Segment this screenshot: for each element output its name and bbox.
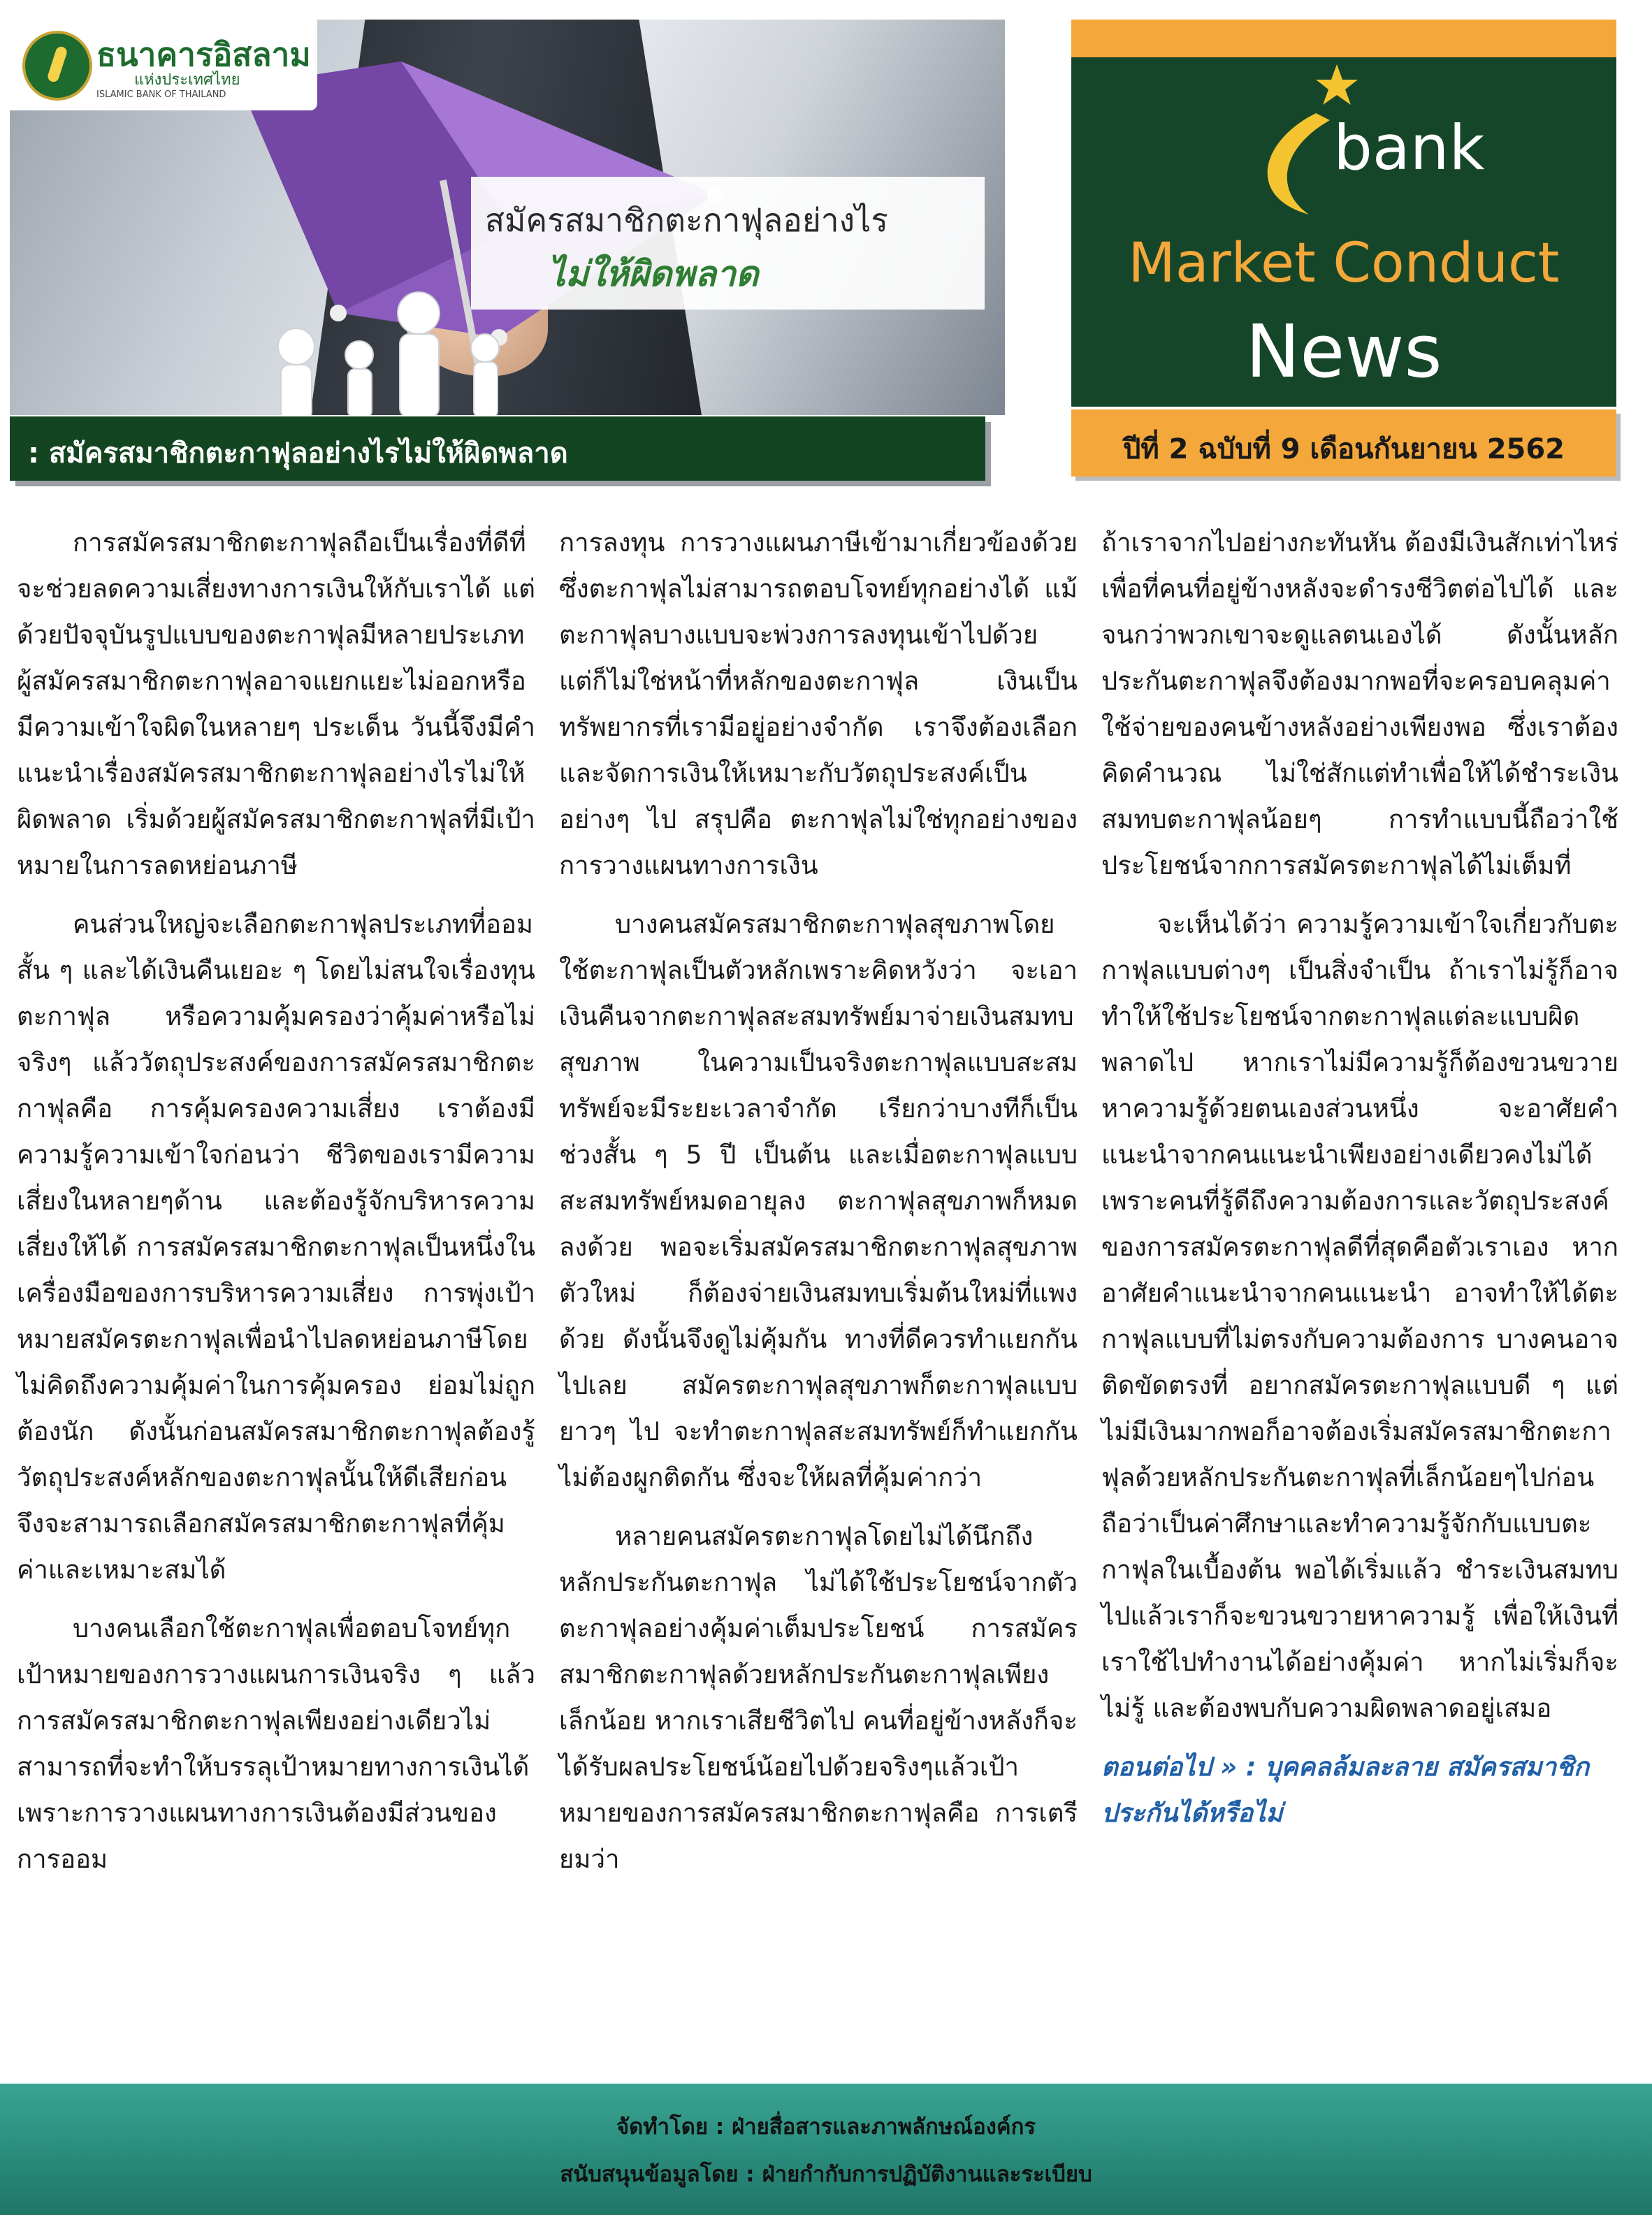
- ibank-wordmark: bank: [1333, 112, 1485, 184]
- hero-title-line1: สมัครสมาชิกตะกาฟุลอย่างไร: [485, 201, 888, 239]
- article-column-1: [17, 520, 535, 1895]
- footer-producer: จัดทำโดย : ฝ่ายสื่อสารและภาพลักษณ์องค์กร: [616, 2114, 1036, 2140]
- paragraph: การลงทุน การวางแผนภาษีเข้ามาเกี่ยวข้องด้วย ซึ่งตะกาฟุลไม่สามารถตอบโจทย์ทุกอย่างได้ แม้ตะกาฟุลบางแบบจะพ่วงการลงทุนเข้าไปด้วย แต่ก็ไม่ใช่หน้าที่หลักของตะกาฟุล เงินเป็นทรัพยากรที่เรามีอยู่อย่างจำกัด เราจึงต้องเลือกและจัดการเงินให้เหมาะกับวัตถุประสงค์เป็นอย่างๆ ไป สรุปคือ ตะกาฟุลไม่ใช่ทุกอย่างของการวางแผนทางการเงิน: [559, 528, 1078, 880]
- paragraph: หลายคนสมัครตะกาฟุลโดยไม่ได้นึกถึงหลักประกันตะกาฟุล ไม่ได้ใช้ประโยชน์จากตัวตะกาฟุลอย่างคุ้มค่าเต็มประโยชน์ การสมัครสมาชิกตะกาฟุลด้วยหลักประกันตะกาฟุลเพียงเล็กน้อย หากเราเสียชีวิตไป คนที่อยู่ข้างหลังก็จะได้รับผลประโยชน์น้อยไปด้วยจริงๆแล้วเป้าหมายของการสมัครสมาชิกตะกาฟุลคือ การเตรียมว่า: [559, 1521, 1078, 1874]
- paragraph: บางคนเลือกใช้ตะกาฟุลเพื่อตอบโจทย์ทุกเป้าหมายของการวางแผนการเงินจริง ๆ แล้วการสมัครสมาชิกตะกาฟุลเพียงอย่างเดียวไม่สามารถที่จะทำให้บรรลุเป้าหมายทางการเงินได้เพราะการวางแผนทางการเงินต้องมีส่วนของการออม: [17, 1613, 535, 1874]
- paragraph: คนส่วนใหญ่จะเลือกตะกาฟุลประเภทที่ออมสั้น ๆ และได้เงินคืนเยอะ ๆ โดยไม่สนใจเรื่องทุนตะกาฟุล หรือความคุ้มครองว่าคุ้มค่าหรือไม่ จริงๆ แล้ววัตถุประสงค์ของการสมัครสมาชิกตะกาฟุลคือ การคุ้มครองความเสี่ยง เราต้องมีความรู้ความเข้าใจก่อนว่า ชีวิตของเรามีความเสี่ยงในหลายๆด้าน และต้องรู้จักบริหารความเสี่ยงให้ได้ การสมัครสมาชิกตะกาฟุลเป็นหนึ่งในเครื่องมือของการบริหารความเสี่ยง การพุ่งเป้าหมายสมัครตะกาฟุลเพื่อนำไปลดหย่อนภาษีโดยไม่คิดถึงความคุ้มค่าในการคุ้มครอง ย่อมไม่ถูกต้องนัก ดังนั้นก่อนสมัครสมาชิกตะกาฟุลต้องรู้วัตถุประสงค์หลักของตะกาฟุลนั้นให้ดีเสียก่อน จึงจะสามารถเลือกสมัครสมาชิกตะกาฟุลที่คุ้มค่าและเหมาะสมได้: [17, 909, 535, 1585]
- bank-emblem-icon: [22, 31, 92, 101]
- footer-supporter: สนับสนุนข้อมูลโดย : ฝ่ายกำกับการปฏิบัติงานและระเบียบ: [560, 2162, 1092, 2187]
- hero-banner: [10, 20, 1005, 415]
- paragraph: การสมัครสมาชิกตะกาฟุลถือเป็นเรื่องที่ดีที่จะช่วยลดความเสี่ยงทางการเงินให้กับเราได้ แต่ด้วยปัจจุบันรูปแบบของตะกาฟุลมีหลายประเภท ผู้สมัครสมาชิกตะกาฟุลอาจแยกแยะไม่ออกหรือมีความเข้าใจผิดในหลายๆ ประเด็น วันนี้จึงมีคำแนะนำเรื่องสมัครสมาชิกตะกาฟุลอย่างไรไม่ให้ผิดพลาด เริ่มด้วยผู้สมัครสมาชิกตะกาฟุลที่มีเป้าหมายในการลดหย่อนภาษี: [17, 528, 535, 880]
- hero-caption-bar: [10, 416, 985, 481]
- paragraph: จะเห็นได้ว่า ความรู้ความเข้าใจเกี่ยวกับตะกาฟุลแบบต่างๆ เป็นสิ่งจำเป็น ถ้าเราไม่รู้ก็อาจทำให้ใช้ประโยชน์จากตะกาฟุลแต่ละแบบผิดพลาดไป หากเราไม่มีความรู้ก็ต้องขวนขวายหาความรู้ด้วยตนเองส่วนหนึ่ง จะอาศัยคำแนะนำจากคนแนะนำเพียงอย่างเดียวคงไม่ได้ เพราะคนที่รู้ดีถึงความต้องการและวัตถุประสงค์ของการสมัครตะกาฟุลดีที่สุดคือตัวเราเอง หากอาศัยคำแนะนำจากคนแนะนำ อาจทำให้ได้ตะกาฟุลแบบที่ไม่ตรงกับความต้องการ บางคนอาจติดขัดตรงที่ อยากสมัครตะกาฟุลแบบดี ๆ แต่ไม่มีเงินมากพอก็อาจต้องเริ่มสมัครสมาชิกตะกาฟุลด้วยหลักประกันตะกาฟุลที่เล็กน้อยๆไปก่อน ถือว่าเป็นค่าศึกษาและทำความรู้จักกับแบบตะกาฟุลในเบื้องต้น พอได้เริ่มแล้ว ชำระเงินสมทบไปแล้วเราก็จะขวนขวายหาความรู้ เพื่อให้เงินที่เราใช้ไปทำงานได้อย่างคุ้มค่า หากไม่เริ่มก็จะไม่รู้ และต้องพบกับความผิดพลาดอยู่เสมอ: [1101, 909, 1618, 1723]
- bank-logo: [10, 20, 317, 110]
- paragraph: บางคนสมัครสมาชิกตะกาฟุลสุขภาพโดยใช้ตะกาฟุลเป็นตัวหลักเพราะคิดหวังว่า จะเอาเงินคืนจากตะกาฟุลสะสมทรัพย์มาจ่ายเงินสมทบสุขภาพ ในความเป็นจริงตะกาฟุลแบบสะสมทรัพย์จะมีระยะเวลาจำกัด เรียกว่าบางทีก็เป็นช่วงสั้น ๆ 5 ปี เป็นต้น และเมื่อตะกาฟุลแบบสะสมทรัพย์หมดอายุลง ตะกาฟุลสุขภาพก็หมดลงด้วย พอจะเริ่มสมัครสมาชิกตะกาฟุลสุขภาพตัวใหม่ ก็ต้องจ่ายเงินสมทบเริ่มต้นใหม่ที่แพงด้วย ดังนั้นจึงดูไม่คุ้มกัน ทางที่ดีควรทำแยกกันไปเลย สมัครตะกาฟุลสุขภาพก็ตะกาฟุลแบบยาวๆ ไป จะทำตะกาฟุลสะสมทรัพย์ก็ทำแยกกันไม่ต้องผูกติดกัน ซึ่งจะให้ผลที่คุ้มค่ากว่า: [559, 909, 1078, 1493]
- issue-label: ปีที่ 2 ฉบับที่ 9 เดือนกันยายน 2562: [1122, 433, 1565, 465]
- paragraph: ถ้าเราจากไปอย่างกะทันหัน ต้องมีเงินสักเท่าไหร่ เพื่อที่คนที่อยู่ข้างหลังจะดำรงชีวิตต่อไปได้ และจนกว่าพวกเขาจะดูแลตนเองได้ ดังนั้นหลักประกันตะกาฟุลจึงต้องมากพอที่จะครอบคลุมค่าใช้จ่ายของคนข้างหลังอย่างเพียงพอ ซึ่งเราต้องคิดคำนวณ ไม่ใช่สักแต่ทำเพื่อให้ได้ชำระเงินสมทบตะกาฟุลน้อยๆ การทำแบบนี้ถือว่าใช้ประโยชน์จากการสมัครตะกาฟุลได้ไม่เต็มที่: [1101, 528, 1618, 880]
- hero-title-box: [471, 177, 985, 310]
- footer: [0, 2084, 1652, 2215]
- bank-name-th: ธนาคารอิสลาม: [96, 36, 311, 73]
- bank-name-th-2: แห่งประเทศไทย: [134, 71, 240, 89]
- article-column-3: [1101, 520, 1618, 1849]
- masthead-subtitle: News: [1245, 309, 1442, 394]
- masthead-top-stripe: [1071, 20, 1616, 57]
- article-column-2: [559, 520, 1078, 1895]
- masthead: [1071, 57, 1616, 407]
- issue-bar: [1071, 409, 1616, 477]
- hero-title-line2: ไม่ให้ผิดพลาด: [548, 254, 759, 294]
- masthead-title: Market Conduct: [1128, 232, 1560, 295]
- bank-name-en: ISLAMIC BANK OF THAILAND: [96, 89, 226, 100]
- hero-caption: : สมัครสมาชิกตะกาฟุลอย่างไรไม่ให้ผิดพลาด: [28, 437, 568, 470]
- next-episode-link: ตอนต่อไป » : บุคคลล้มละลาย สมัครสมาชิกประกันได้หรือไม่: [1101, 1752, 1589, 1828]
